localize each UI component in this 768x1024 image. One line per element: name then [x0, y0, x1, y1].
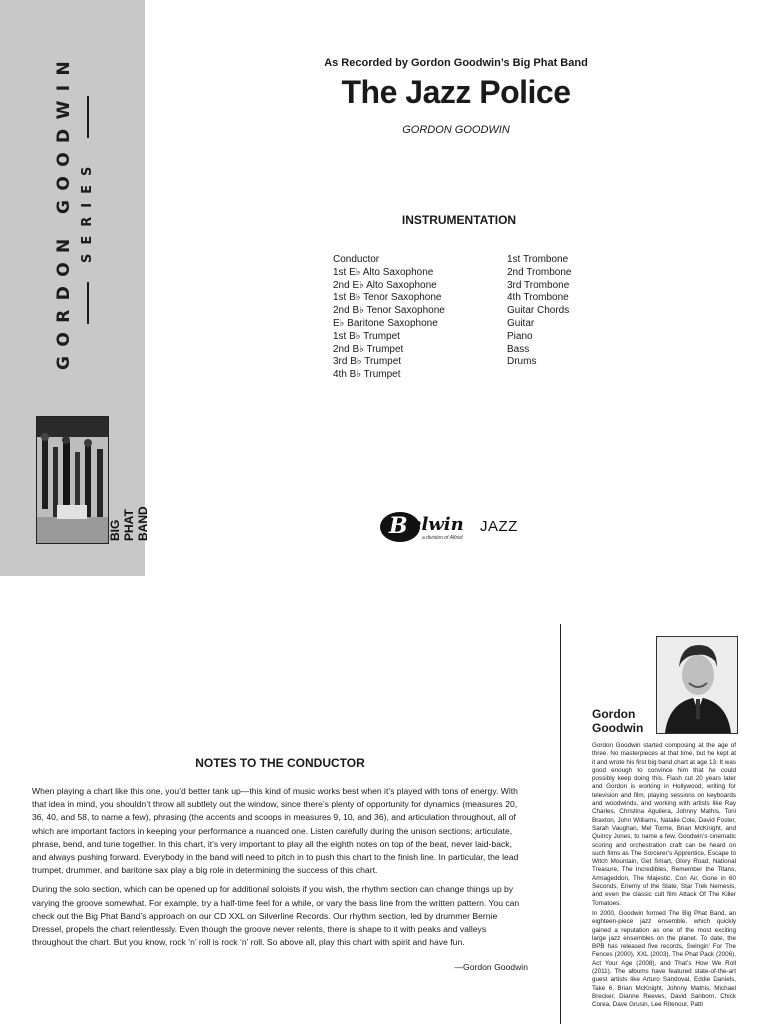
- instrumentation-heading: INSTRUMENTATION: [401, 213, 517, 227]
- instrument-item: E♭ Baritone Saxophone: [333, 317, 438, 329]
- instrument-item: Bass: [507, 343, 530, 355]
- instrument-item: 3rd B♭ Trumpet: [333, 356, 402, 368]
- series-word-vertical: SERIES: [80, 157, 95, 263]
- notes-signature: —Gordon Goodwin: [454, 962, 528, 972]
- notes-paragraph: During the solo section, which can be opened up for additional soloists if you wish, the rhythm section can change things up by varying the groove somewhat. For example, try a half-time feel for a while, or vary the bass line from the written pattern. You can check out the Big Phat Band’s approach on our CD XXL on Silverline Records. Our rhythm section, led by drummer Bernie Dressel, propels the chart relentlessly. Even though the groove never relents, there is shape to it with peaks and valleys throughout the chart. But you know, rock ‘n’ roll is rock ‘n’ roll. So above all, play this chart with spirit and have fun.: [32, 884, 520, 948]
- instrument-item: 2nd B♭ Trumpet: [333, 343, 404, 355]
- instrument-item: 4th B♭ Trumpet: [333, 369, 401, 381]
- instrument-item: Guitar: [507, 317, 535, 329]
- instrument-item: 2nd Trombone: [507, 266, 572, 278]
- bio-body: [592, 742, 736, 1012]
- belwin-jazz-logo: [380, 510, 532, 546]
- instrument-item: 2nd E♭ Alto Saxophone: [333, 279, 437, 291]
- instrument-item: 4th Trombone: [507, 292, 569, 304]
- instrument-item: 2nd B♭ Tenor Saxophone: [333, 305, 445, 317]
- instrument-item: Drums: [507, 356, 537, 368]
- composer-name: GORDON GOODWIN: [402, 124, 510, 136]
- notes-body: [32, 785, 528, 955]
- instrument-item: Guitar Chords: [507, 305, 570, 317]
- instrumentation-column-1: [333, 254, 445, 382]
- notes-heading: NOTES TO THE CONDUCTOR: [195, 756, 365, 770]
- recording-credit: As Recorded by Gordon Goodwin’s Big Phat Band: [324, 57, 588, 69]
- bio-name: Gordon Goodwin: [592, 707, 644, 735]
- series-name-vertical: GORDON GOODWIN: [54, 51, 74, 370]
- composer-portrait: [656, 636, 738, 734]
- instrument-item: Piano: [507, 330, 533, 342]
- instrument-item: 1st Trombone: [507, 254, 569, 265]
- instrument-item: 1st B♭ Tenor Saxophone: [333, 292, 442, 304]
- belwin-wordmark: elwin: [410, 514, 464, 535]
- jazz-wordmark: JAZZ: [480, 518, 518, 535]
- instrument-item: Conductor: [333, 254, 380, 265]
- logo-tagline: a division of Alfred: [422, 535, 463, 541]
- notes-paragraph: When playing a chart like this one, you’d better tank up—this kind of music works best when it’s played with tons of energy. With that idea in mind, you shouldn’t throw all subtlety out the window, since there’s plenty of opportunity for dynamics (measures 20, 36, 40, and 58, to name a few), phrasing (the accents and scoops in measures 9, 10, and 36), and articulation throughout, all of which are important factors in keeping your performance a nuanced one. Listen carefully during the unison sections; articulate, phrase, bend, and tune together. In this chart, it’s very important to play all the eighth notes on top of the beat, never laid-back, and always pushing forward. Everybody in the band will need to pitch in to push this chart to the finish line. In particular, the lead trumpet, drummer, and baritone sax play a big role in determining the success of this chart.: [32, 786, 519, 876]
- instrument-item: 1st E♭ Alto Saxophone: [333, 266, 434, 278]
- series-rule-bottom: [87, 282, 89, 324]
- belwin-badge-icon: B: [380, 512, 420, 542]
- big-phat-band-logo: BIG PHAT BAND: [108, 506, 150, 541]
- bio-paragraph: In 2000, Goodwin formed The Big Phat Band, an eighteen-piece jazz ensemble, which quickly gained a reputation as one of the most exciting large jazz ensembles on the planet. To date, the BPB has released five records, Swingin’ For The Fences (2000), XXL (2003), The Phat Pack (2006), Act Your Age (2008), and That’s How We Roll (2011). The albums have featured state-of-the-art guest artists like Arturo Sandoval, Eddie Daniels, Take 6, Brian McKnight, Johnny Mathis, Michael Brecker, Dianne Reeves, David Sanborn, Chick Corea, Dave Grusin, Lee Ritenour, Patti: [592, 909, 736, 1009]
- instrumentation-column-2: [507, 254, 572, 369]
- column-divider: [560, 624, 561, 1024]
- band-photo: [36, 416, 109, 544]
- instrument-item: 1st B♭ Trumpet: [333, 330, 400, 342]
- instrument-item: 3rd Trombone: [507, 279, 570, 291]
- bio-paragraph: Gordon Goodwin started composing at the age of three. No masterpieces at that time, but he kept at it and wrote his first big band chart at age 13. It was good enough to convince him that he could possibly keep doing this. Flash cut 20 years later and Gordon is working in Hollywood, writing for television and film, playing sessions on keyboards and woodwinds, and working with artists like Ray Charles, Christina Aguilera, Johnny Mathis, Toni Braxton, John Williams, Natalie Cole, David Foster, Sarah Vaughan, Mel Torme, Brian McKnight, and Quincy Jones, to name a few. Goodwin’s cinematic scoring and orchestration craft can be heard on such films as The Sorcerer’s Apprentice, Escape to Witch Mountain, Get Smart, Glory Road, National Treasure, The Incredibles, Remember the Titans, Armageddon, The Majestic, Con Air, Gone in 60 Seconds, Enemy of the State, Star Trek Nemesis, and even the classic cult film Attack Of The Killer Tomatoes.: [592, 742, 736, 907]
- page-title: The Jazz Police: [341, 74, 571, 110]
